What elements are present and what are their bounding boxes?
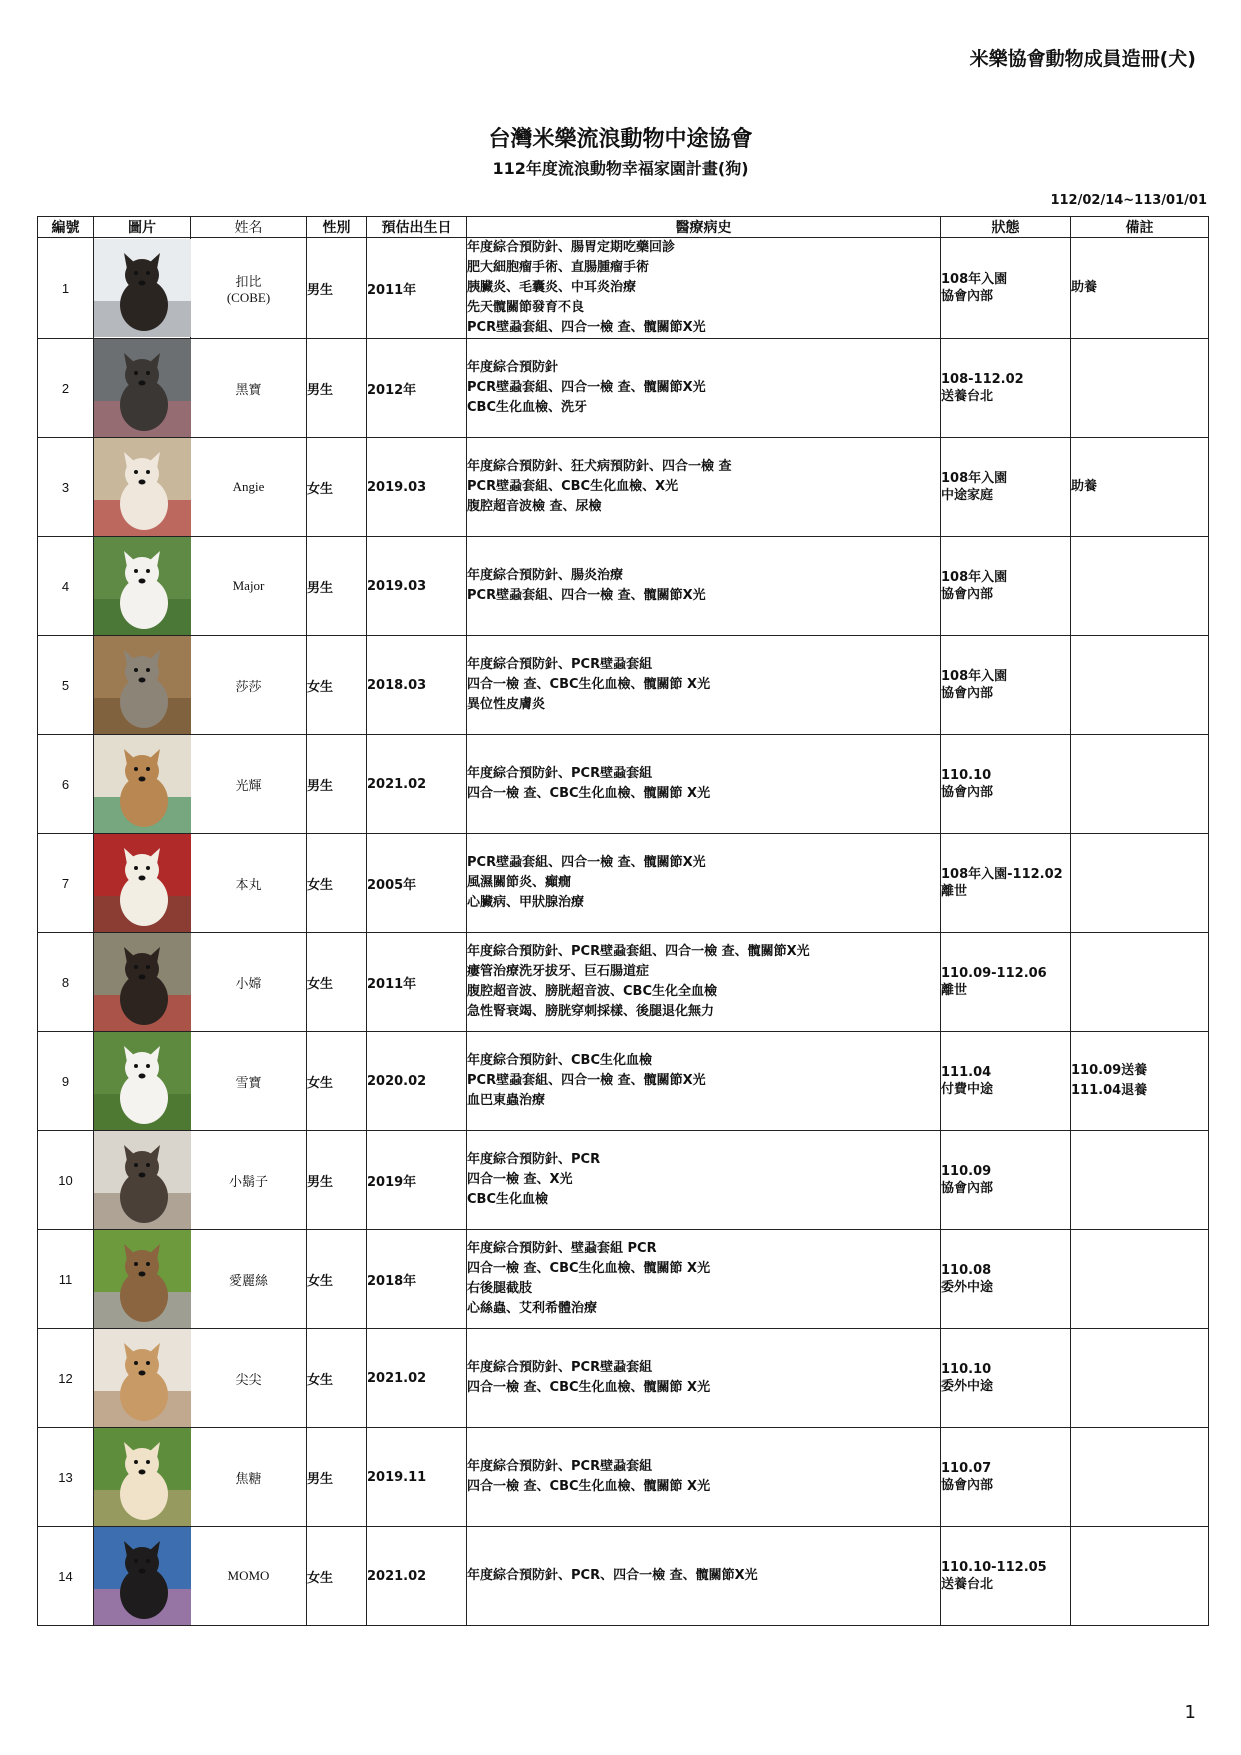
medical-line: PCR壁蝨套組、CBC生化血檢、X光 [467, 479, 679, 494]
medical-line: 年度綜合預防針、壁蝨套組 PCR [467, 1241, 657, 1256]
cell-sex: 男生 [307, 339, 367, 438]
table-body [38, 238, 1209, 1626]
name-line: 小嫦 [235, 975, 262, 991]
medical-line: 四合一檢 查、CBC生化血檢、髖關節 X光 [467, 677, 711, 692]
note-line: 110.09送養 [1071, 1063, 1148, 1078]
cell-sex: 女生 [307, 636, 367, 735]
medical-line: 血巴東蟲治療 [467, 1093, 546, 1108]
page-subtitle: 112年度流浪動物幸福家園計畫(狗) [492, 159, 749, 178]
medical-line: 四合一檢 查、CBC生化血檢、髖關節 X光 [467, 1261, 711, 1276]
medical-line: CBC生化血檢 [467, 1192, 548, 1207]
status-line: 協會內部 [941, 587, 994, 602]
cell-name [191, 438, 307, 537]
table-row [38, 1131, 1209, 1230]
cell-sex: 男生 [307, 1131, 367, 1230]
name-line: (COBE) [226, 289, 271, 305]
name-line: Major [232, 578, 265, 593]
cell-note [1071, 537, 1209, 636]
medical-line: 四合一檢 查、CBC生化血檢、髖關節 X光 [467, 1479, 711, 1494]
medical-line: 瘻管治療洗牙拔牙、巨石腸道症 [467, 964, 650, 979]
medical-line: 年度綜合預防針、腸胃定期吃藥回診 [467, 240, 676, 255]
cell-number: 5 [38, 636, 94, 735]
page-number: 1 [1184, 1702, 1196, 1723]
table-row [38, 1428, 1209, 1527]
status-line: 110.08 [941, 1263, 992, 1278]
cell-birth-date: 2019年 [367, 1131, 467, 1230]
table-row [38, 834, 1209, 933]
dog-photo [94, 339, 191, 437]
status-line: 中途家庭 [941, 488, 994, 503]
table-row [38, 1230, 1209, 1329]
name-line: 扣比 [235, 273, 262, 289]
cell-photo [94, 438, 191, 537]
medical-line: 年度綜合預防針、PCR壁蝨套組 [467, 766, 653, 781]
medical-line: 胰臟炎、毛囊炎、中耳炎治療 [467, 280, 637, 295]
status-line: 108年入園 [941, 570, 1008, 585]
status-line: 110.10-112.05 [941, 1560, 1047, 1575]
cell-birth-date: 2019.11 [367, 1428, 467, 1527]
table-row [38, 438, 1209, 537]
cell-photo [94, 933, 191, 1032]
status-line: 委外中途 [941, 1379, 994, 1394]
medical-line: 年度綜合預防針、CBC生化血檢 [467, 1053, 652, 1068]
cell-note [1071, 1032, 1209, 1131]
column-header-medical: 醫療病史 [467, 217, 941, 238]
dog-photo [94, 636, 191, 734]
name-line: 尖尖 [235, 1371, 262, 1387]
cell-note [1071, 238, 1209, 339]
status-line: 協會內部 [941, 1478, 994, 1493]
date-range: 112/02/14~113/01/01 [1050, 193, 1207, 208]
medical-line: 心臟病、甲狀腺治療 [467, 895, 585, 910]
cell-photo [94, 1329, 191, 1428]
medical-line: CBC生化血檢、洗牙 [467, 400, 587, 415]
cell-name [191, 1527, 307, 1626]
cell-birth-date: 2019.03 [367, 438, 467, 537]
cell-name [191, 1230, 307, 1329]
dog-photo [94, 239, 191, 337]
cell-photo [94, 735, 191, 834]
cell-status [941, 1527, 1071, 1626]
table-row [38, 1032, 1209, 1131]
dog-photo [94, 933, 191, 1031]
cell-photo [94, 1527, 191, 1626]
status-line: 108年入園 [941, 669, 1008, 684]
status-line: 付費中途 [941, 1082, 994, 1097]
cell-birth-date: 2005年 [367, 834, 467, 933]
cell-number: 8 [38, 933, 94, 1032]
medical-line: 右後腿截肢 [467, 1281, 533, 1296]
cell-number: 12 [38, 1329, 94, 1428]
cell-photo [94, 238, 191, 339]
status-line: 108年入園 [941, 272, 1008, 287]
medical-line: PCR壁蝨套組、四合一檢 查、髖關節X光 [467, 320, 706, 335]
cell-name [191, 933, 307, 1032]
medical-line: 風濕關節炎、癲癇 [467, 875, 572, 890]
status-line: 協會內部 [941, 785, 994, 800]
status-line: 協會內部 [941, 1181, 994, 1196]
cell-status [941, 1131, 1071, 1230]
status-line: 協會內部 [941, 686, 994, 701]
cell-medical-history [467, 1428, 941, 1527]
table-header-row [38, 217, 1209, 238]
status-line: 110.10 [941, 768, 992, 783]
cell-name [191, 636, 307, 735]
cell-number: 2 [38, 339, 94, 438]
cell-birth-date: 2021.02 [367, 1527, 467, 1626]
cell-number: 9 [38, 1032, 94, 1131]
cell-note [1071, 1527, 1209, 1626]
cell-status [941, 834, 1071, 933]
name-line: 黑寶 [235, 381, 262, 397]
cell-sex: 女生 [307, 834, 367, 933]
table-row [38, 537, 1209, 636]
dog-photo [94, 438, 191, 536]
cell-number: 6 [38, 735, 94, 834]
cell-sex: 女生 [307, 1527, 367, 1626]
cell-birth-date: 2018.03 [367, 636, 467, 735]
cell-number: 4 [38, 537, 94, 636]
table-row [38, 933, 1209, 1032]
medical-line: 先天髖關節發育不良 [467, 300, 585, 315]
name-line: 光輝 [235, 777, 262, 793]
medical-line: 肥大細胞瘤手術、直腸腫瘤手術 [467, 260, 650, 275]
column-header-name: 姓名 [191, 217, 307, 238]
cell-note [1071, 636, 1209, 735]
status-line: 協會內部 [941, 289, 994, 304]
cell-medical-history [467, 1230, 941, 1329]
cell-medical-history [467, 834, 941, 933]
cell-medical-history [467, 537, 941, 636]
cell-medical-history [467, 1131, 941, 1230]
table-row [38, 1527, 1209, 1626]
cell-sex: 女生 [307, 438, 367, 537]
cell-medical-history [467, 636, 941, 735]
medical-line: 年度綜合預防針、PCR壁蝨套組 [467, 1360, 653, 1375]
cell-name [191, 339, 307, 438]
cell-photo [94, 1131, 191, 1230]
cell-name [191, 537, 307, 636]
cell-medical-history [467, 1329, 941, 1428]
cell-photo [94, 636, 191, 735]
cell-name [191, 834, 307, 933]
status-line: 送養台北 [941, 1577, 994, 1592]
status-line: 108-112.02 [941, 372, 1024, 387]
table-row [38, 735, 1209, 834]
status-line: 108年入園 [941, 471, 1008, 486]
medical-line: 年度綜合預防針、PCR、四合一檢 查、髖關節X光 [467, 1568, 758, 1583]
cell-sex: 女生 [307, 1032, 367, 1131]
dog-photo [94, 1131, 191, 1229]
cell-medical-history [467, 933, 941, 1032]
cell-sex: 女生 [307, 933, 367, 1032]
cell-number: 10 [38, 1131, 94, 1230]
cell-sex: 女生 [307, 1230, 367, 1329]
cell-status [941, 1032, 1071, 1131]
cell-birth-date: 2011年 [367, 238, 467, 339]
medical-line: PCR壁蝨套組、四合一檢 查、髖關節X光 [467, 380, 706, 395]
medical-line: 腹腔超音波、膀胱超音波、CBC生化全血檢 [467, 984, 717, 999]
cell-number: 11 [38, 1230, 94, 1329]
page-title: 台灣米樂流浪動物中途協會 [488, 127, 753, 152]
cell-sex: 男生 [307, 238, 367, 339]
status-line: 送養台北 [941, 389, 994, 404]
table-row [38, 339, 1209, 438]
medical-line: 年度綜合預防針、狂犬病預防針、四合一檢 查 [467, 459, 732, 474]
cell-status [941, 735, 1071, 834]
name-line: 莎莎 [235, 678, 262, 694]
cell-name [191, 735, 307, 834]
name-line: 愛麗絲 [228, 1272, 268, 1288]
cell-number: 3 [38, 438, 94, 537]
cell-name [191, 1329, 307, 1428]
medical-line: 心絲蟲、艾利希體治療 [467, 1301, 598, 1316]
dog-photo [94, 1032, 191, 1130]
dog-photo [94, 1230, 191, 1328]
note-line: 助養 [1071, 479, 1098, 494]
cell-status [941, 537, 1071, 636]
document-header-label: 米樂協會動物成員造冊(犬) [969, 48, 1196, 70]
animal-roster-table [37, 216, 1209, 1626]
medical-line: PCR壁蝨套組、四合一檢 查、髖關節X光 [467, 1073, 706, 1088]
cell-status [941, 238, 1071, 339]
medical-line: 四合一檢 查、CBC生化血檢、髖關節 X光 [467, 786, 711, 801]
cell-status [941, 1230, 1071, 1329]
cell-number: 1 [38, 238, 94, 339]
medical-line: 急性腎衰竭、膀胱穿刺採樣、後腿退化無力 [467, 1004, 715, 1019]
cell-birth-date: 2021.02 [367, 735, 467, 834]
cell-birth-date: 2011年 [367, 933, 467, 1032]
cell-birth-date: 2012年 [367, 339, 467, 438]
column-header-birth: 預估出生日 [367, 217, 467, 238]
status-line: 110.07 [941, 1461, 992, 1476]
status-line: 111.04 [941, 1065, 992, 1080]
note-line: 助養 [1071, 280, 1098, 295]
cell-name [191, 238, 307, 339]
table-row [38, 636, 1209, 735]
medical-line: 年度綜合預防針 [467, 360, 559, 375]
cell-photo [94, 1230, 191, 1329]
cell-status [941, 1329, 1071, 1428]
note-line: 111.04退養 [1071, 1083, 1148, 1098]
cell-note [1071, 1329, 1209, 1428]
table-row [38, 238, 1209, 339]
medical-line: 四合一檢 查、CBC生化血檢、髖關節 X光 [467, 1380, 711, 1395]
name-line: 本丸 [235, 876, 262, 892]
cell-sex: 男生 [307, 735, 367, 834]
table-row [38, 1329, 1209, 1428]
cell-number: 14 [38, 1527, 94, 1626]
cell-status [941, 933, 1071, 1032]
dog-photo [94, 834, 191, 932]
cell-medical-history [467, 438, 941, 537]
column-header-status: 狀態 [941, 217, 1071, 238]
status-line: 離世 [941, 884, 968, 899]
dog-photo [94, 1329, 191, 1427]
cell-note [1071, 438, 1209, 537]
cell-note [1071, 1230, 1209, 1329]
medical-line: 年度綜合預防針、腸炎治療 [467, 568, 624, 583]
cell-birth-date: 2020.02 [367, 1032, 467, 1131]
medical-line: PCR壁蝨套組、四合一檢 查、髖關節X光 [467, 588, 706, 603]
cell-sex: 男生 [307, 1428, 367, 1527]
cell-photo [94, 1428, 191, 1527]
medical-line: 年度綜合預防針、PCR壁蝨套組 [467, 1459, 653, 1474]
column-header-sex: 性別 [307, 217, 367, 238]
dog-photo [94, 1428, 191, 1526]
medical-line: 年度綜合預防針、PCR壁蝨套組、四合一檢 查、髖關節X光 [467, 944, 810, 959]
cell-name [191, 1428, 307, 1527]
status-line: 108年入園-112.02 [941, 867, 1063, 882]
cell-note [1071, 1131, 1209, 1230]
status-line: 110.09 [941, 1164, 992, 1179]
cell-sex: 男生 [307, 537, 367, 636]
cell-photo [94, 339, 191, 438]
name-line: 焦糖 [235, 1470, 262, 1486]
cell-note [1071, 933, 1209, 1032]
cell-status [941, 339, 1071, 438]
cell-number: 13 [38, 1428, 94, 1527]
dog-photo [94, 537, 191, 635]
status-line: 110.09-112.06 [941, 966, 1047, 981]
cell-sex: 女生 [307, 1329, 367, 1428]
status-line: 委外中途 [941, 1280, 994, 1295]
cell-note [1071, 1428, 1209, 1527]
status-line: 離世 [941, 983, 968, 998]
medical-line: 四合一檢 查、X光 [467, 1172, 573, 1187]
cell-medical-history [467, 735, 941, 834]
cell-medical-history [467, 238, 941, 339]
medical-line: PCR壁蝨套組、四合一檢 查、髖關節X光 [467, 855, 706, 870]
cell-medical-history [467, 339, 941, 438]
medical-line: 異位性皮膚炎 [467, 697, 546, 712]
column-header-photo: 圖片 [94, 217, 191, 238]
name-line: MOMO [227, 1568, 270, 1583]
cell-note [1071, 735, 1209, 834]
cell-status [941, 636, 1071, 735]
name-line: 小鬍子 [228, 1173, 268, 1189]
cell-note [1071, 339, 1209, 438]
medical-line: 年度綜合預防針、PCR壁蝨套組 [467, 657, 653, 672]
name-line: Angie [232, 479, 265, 494]
cell-status [941, 1428, 1071, 1527]
cell-number: 7 [38, 834, 94, 933]
medical-line: 腹腔超音波檢 查、尿檢 [467, 499, 602, 514]
cell-medical-history [467, 1527, 941, 1626]
cell-status [941, 438, 1071, 537]
cell-photo [94, 834, 191, 933]
column-header-number: 編號 [38, 217, 94, 238]
column-header-note: 備註 [1071, 217, 1209, 238]
cell-name [191, 1131, 307, 1230]
cell-birth-date: 2018年 [367, 1230, 467, 1329]
cell-name [191, 1032, 307, 1131]
dog-photo [94, 1527, 191, 1625]
cell-birth-date: 2021.02 [367, 1329, 467, 1428]
name-line: 雪寶 [235, 1074, 262, 1090]
cell-photo [94, 1032, 191, 1131]
cell-birth-date: 2019.03 [367, 537, 467, 636]
status-line: 110.10 [941, 1362, 992, 1377]
cell-medical-history [467, 1032, 941, 1131]
cell-photo [94, 537, 191, 636]
cell-note [1071, 834, 1209, 933]
medical-line: 年度綜合預防針、PCR [467, 1152, 601, 1167]
dog-photo [94, 735, 191, 833]
